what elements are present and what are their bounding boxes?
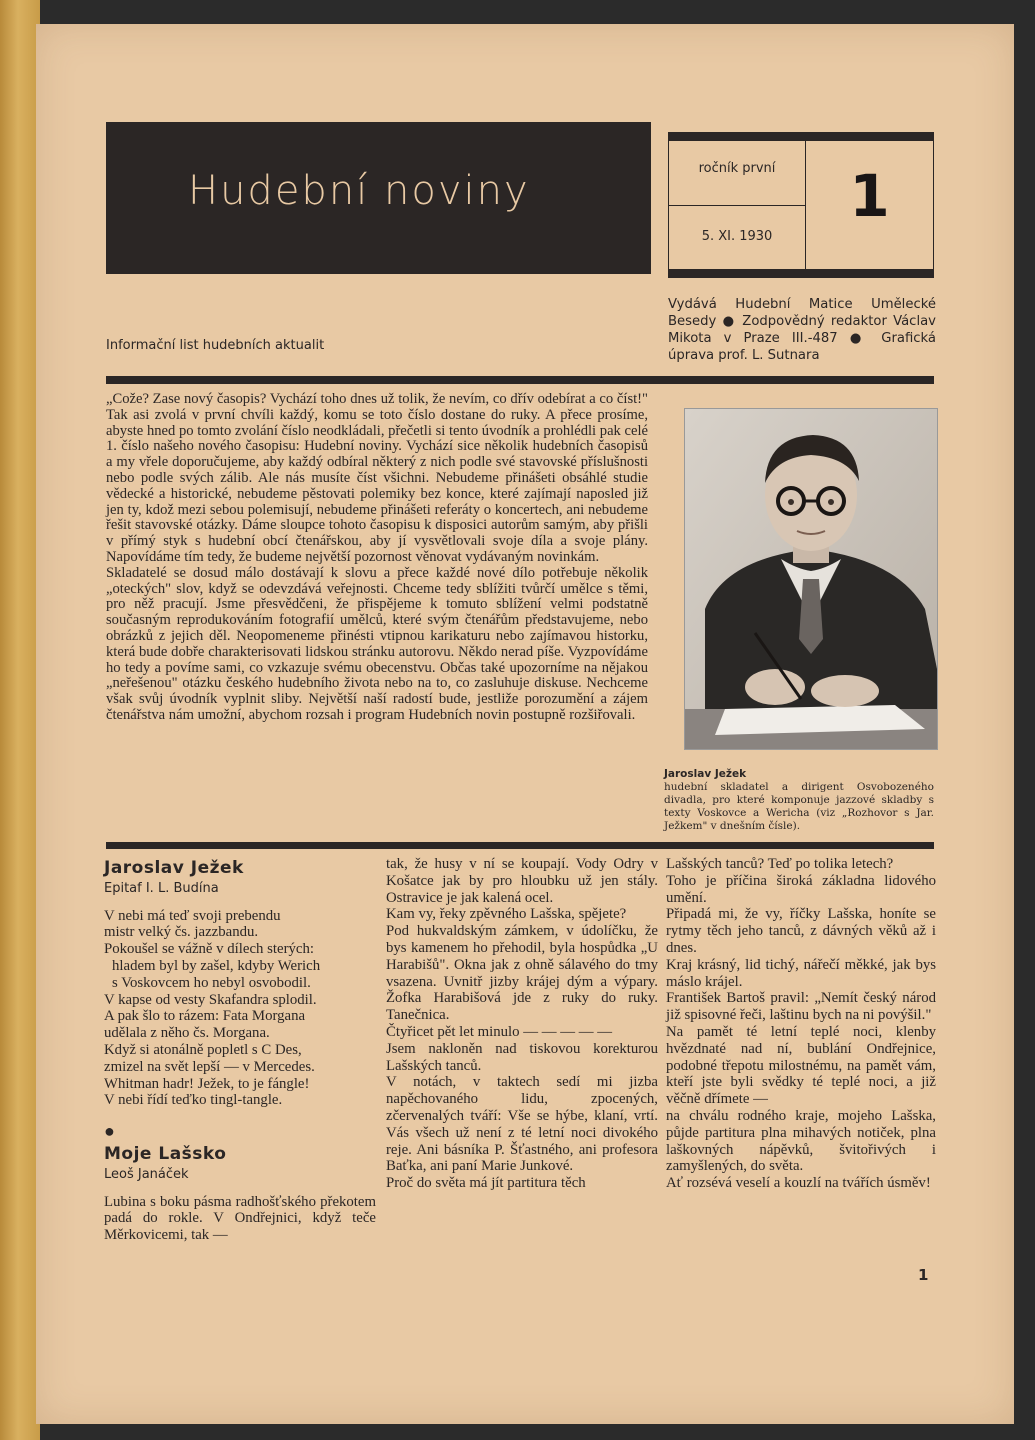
- poem-line: V kapse od vesty Skafandra splodil.: [104, 991, 317, 1008]
- poem-line: Pokoušel se vážně v dílech sterých:: [104, 941, 314, 958]
- column-3: [666, 856, 936, 1192]
- poem-line: zmizel na svět lepší — v Mercedes.: [104, 1058, 315, 1075]
- article-paragraph: V notách, v taktech sedí mi jizba napěchovaného lidu, zpocených, zčervenalých tváří: Vše se hýbe, klaní, vrtí. Vás všech už není z té letní noci divokého reje. Ani básníka P. Šťastného, ani profesora Baťka, ani paní Marie Junkové.: [386, 1074, 658, 1175]
- newspaper-page: [36, 24, 1014, 1424]
- poem-line: s Voskovcem ho nebyl osvobodil.: [112, 974, 311, 991]
- intro-paragraph: „Cože? Zase nový časopis? Vychází toho dnes už tolik, že nevím, co dřív odebírat a co číst!" Tak asi zvolá v první chvíli každý, komu se toto číslo dostane do ruky. A přece prosíme, abyste hned po tomto zvolání číslo neodkládali, přečetli si tento úvodník a prohlédli pak celé 1. číslo našeho nového časopisu: Hudební noviny. Vychází sice několik hudebních časopisů a my vřele doporučujeme, aby každý odbíral některý z nich podle své stavovské příslušnosti nebo podle svých zálib. Ale nás musíte číst všichni. Nebudeme přinášeti obsáhlé studie vědecké a historické, nebudeme pěstovati polemiky bez konce, které zajímají naposled již jen ty, kdož mezi sebou polemisují, nebudeme přinášeti referáty o koncertech, ani nebudeme řešit stavovské otázky. Dáme sloupce tohoto časopisu k disposici autorům samým, aby přišli v přímý styk s hudební obcí čtenářskou, aby jí vysvětlovali svoje díla a svoje plány. Napovídáme tím tedy, že budeme největší pozornost věnovat vydávaným novinkám.: [106, 391, 648, 565]
- article-paragraph: Kraj krásný, lid tichý, nářečí měkké, jak bys máslo krájel.: [666, 956, 936, 990]
- editorial-intro: [106, 392, 648, 724]
- article-paragraph: Pod hukvaldským zámkem, v údolíčku, že bys kamenem ho přehodil, byla hospůdka „U Harabišů". Okna jak z ohně sálavého do tmy vsazena. Uvnitř jizby krájej dým a výpary. Žofka Harabišová jde z ruky do ruky. Tanečnica.: [386, 923, 658, 1024]
- poem-line: hladem byl by zašel, kdyby Werich: [112, 957, 321, 974]
- article-paragraph: Ať rozsévá veselí a kouzlí na tvářích úsměv!: [666, 1175, 931, 1192]
- volume-label: ročník první: [698, 161, 776, 176]
- publisher-info: Vydává Hudební Matice Umělecké Besedy ● Zodpovědný redaktor Václav Mikota v Praze III.-487 ● Grafická úprava prof. L. Sutnara: [668, 297, 936, 363]
- issue-date: 5. XI. 1930: [701, 229, 773, 244]
- masthead-subtitle: Informační list hudebních aktualit: [106, 338, 325, 353]
- issue-number: 1: [849, 162, 890, 230]
- article-text: Lubina s boku pásma radhošťského překotem padá do rokle. V Ondřejnici, když teče Měrkovicemi, tak —: [104, 1193, 376, 1244]
- article-author: Leoš Janáček: [104, 1166, 189, 1182]
- divider-rule: [106, 842, 934, 849]
- article-paragraph: Kam vy, řeky zpěvného Lašska, spějete?: [386, 906, 627, 923]
- article-paragraph: Čtyřicet pět let minulo — — — — —: [386, 1023, 613, 1040]
- article-paragraph: Lašských tanců? Teď po tolika letech?: [666, 856, 894, 872]
- masthead-banner: [106, 122, 651, 274]
- poem-line: V nebi má teď svoji prebendu: [104, 907, 281, 924]
- portrait-photo: [684, 408, 938, 750]
- article-paragraph: Na pamět té letní teplé noci, klenby hvězdnaté nad ní, bublání Ondřejnice, podobné třepotu milostnému, na pamět vám, kteří jste byli svědky té teplé noci, a již věčně dřímete —: [666, 1023, 936, 1108]
- section-bullet: ●: [104, 1121, 115, 1142]
- article-paragraph: Toho je příčina široká základna lidového umění.: [666, 872, 936, 906]
- column-1: [104, 856, 376, 1244]
- page-number: 1: [918, 1266, 929, 1284]
- poem-title: Jaroslav Ježek: [104, 858, 244, 878]
- poem-line: udělala z něho čs. Morgana.: [104, 1025, 270, 1042]
- article-paragraph: František Bartoš pravil: „Nemít český národ již spisovné řeči, laštinu bych na ni povýšil.": [666, 990, 936, 1024]
- poem-line: A pak šlo to rázem: Fata Morgana: [104, 1008, 306, 1025]
- article-paragraph: tak, že husy v ní se koupají. Vody Odry v Košatce jak by pro hloubku už jen stály. Ostravice je jak kalená ocel.: [386, 856, 658, 906]
- article-paragraph: Připadá mi, že vy, říčky Lašska, honíte se rytmy těch jeho tanců, z dávných věků až i dnes.: [666, 906, 936, 956]
- poem-line: V nebi řídí teďko tingl-tangle.: [104, 1092, 283, 1109]
- issue-info-box: [668, 132, 934, 278]
- caption-text: hudební skladatel a dirigent Osvobozeného divadla, pro které komponuje jazzové skladby s texty Voskovce a Wericha (viz „Rozhovor s Jar. Ježkem" v dnešním čísle).: [664, 781, 934, 832]
- volume-binding: [0, 0, 40, 1440]
- poem-author: Epitaf I. L. Budína: [104, 880, 219, 896]
- poem-line: Když si atonálně popletl s C Des,: [104, 1041, 302, 1058]
- intro-paragraph: Skladatelé se dosud málo dostávají k slovu a přece každé nové dílo potřebuje několik „oteckých" slov, když se odevzdává veřejnosti. Chceme tedy sblížiti tvůrčí umělce s těmi, pro něž pracují. Jsme přesvědčeni, že přispějeme k tomuto sblížení velmi podstatně současným reprodukováním fotografií umělců, které svým čtenářům představujeme, nebo obrázků z jejich děl. Neopomeneme přinésti vtipnou karikaturu nebo zajímavou historku, která bude dobře charakterisovati lidskou stránku autorovu. Někdo nerad píše. Vyzpovídáme ho tedy a povíme sami, co vzkazuje svému obecenstvu. Občas také upozorníme na nějakou „neřešenou" otázku českého hudebního života nebo na to, co zasluhuje diskuse. Nechceme však svůj úvodník vyplnit sliby. Největší naší radostí bude, jestliže porozumění a zájem čtenářstva nám umožní, abychom rozsah i program Hudebních novin postupně rozšiřovali.: [106, 564, 648, 723]
- article-paragraph: Jsem nakloněn nad tiskovou korekturou Lašských tanců.: [386, 1040, 658, 1074]
- poem-line: mistr velký čs. jazzbandu.: [104, 924, 259, 941]
- article-paragraph: na chválu rodného kraje, mojeho Lašska, půjde partitura plna mihavých notiček, plna laškovných nápěvků, švitořivých i zamyšlených, do světa.: [666, 1107, 936, 1175]
- column-2: [386, 856, 658, 1192]
- masthead-title: Hudební noviny: [188, 168, 530, 214]
- article-title: Moje Lašsko: [104, 1143, 227, 1164]
- poem: [104, 908, 376, 1110]
- divider-rule: [106, 376, 934, 384]
- portrait-illustration: [685, 409, 937, 749]
- photo-caption: [664, 768, 934, 833]
- poem-line: Whitman hadr! Ježek, to je fángle!: [104, 1075, 310, 1092]
- article-paragraph: Proč do světa má jít partitura těch: [386, 1175, 586, 1192]
- caption-name: Jaroslav Ježek: [664, 768, 747, 780]
